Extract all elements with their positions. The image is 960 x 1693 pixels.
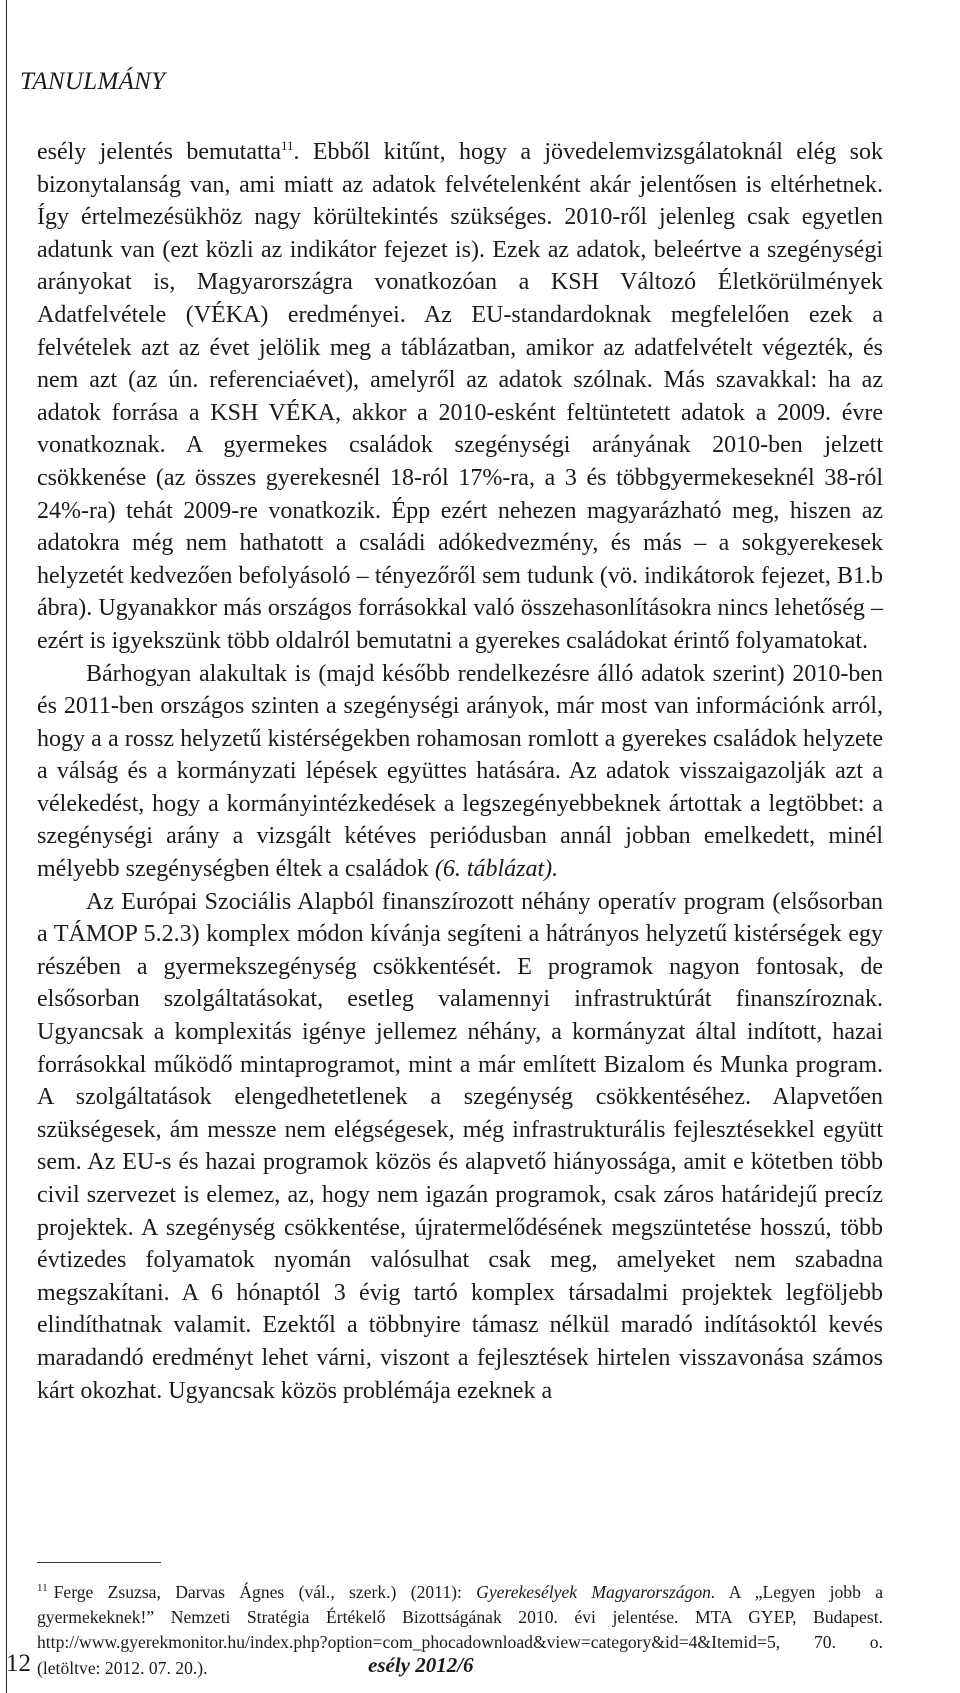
article-body [37,136,883,1407]
paragraph-1-text: . Ebből kitűnt, hogy a jövedelemvizsgálatoknál elég sok bizonytalanság van, ami miatt az adatok felvételenként akár jelentősen is eltérhetnek. Így értelmezésükhöz nagy körültekintés szükséges. 2010-ről jelenleg csak egyetlen adatunk van (ezt közli az indikátor fejezet is). Ezek az adatok, beleértve a szegénységi arányokat is, Magyarországra vonatkozóan a KSH Változó Életkörülmények Adatfelvétele (VÉKA) eredményei. Az EU-standardoknak megfelelően ezek a felvételek azt az évet jelölik meg a táblázatban, amikor az adatfelvételt végezték, és nem azt (az ún. referenciaévet), amelyről az adatok szólnak. Más szavakkal: ha az adatok forrása a KSH VÉKA, akkor a 2010-esként feltüntetett adatok a 2009. évre vonatkoznak. A gyermekes családok szegénységi arányának 2010-ben jelzett csökkenése (az összes gyerekesnél 18-ról 17%-ra, a 3 és többgyermekeseknél 38-ról 24%-ra) tehát 2009-re vonatkozik. Épp ezért nehezen magyarázható meg, hiszen az adatokra még nem hathatott a családi adókedvezmény, és más – a sokgyerekesek helyzetét kedvezően befolyásoló – tényezőről sem tudunk (vö. indikátorok fejezet, B1.b ábra). Ugyanakkor más országos forrásokkal való összehasonlításokra nincs lehetőség – ezért is igyekszünk több oldalról bemutatni a gyerekes családokat érintő folyamatokat. [37,139,883,654]
paragraph-3 [37,886,883,1408]
paragraph-3-text: Az Európai Szociális Alapból finanszírozott néhány operatív program (elsősorban a TÁMOP 5.2.3) komplex módon kívánja segíteni a hátrányos helyzetű kistérségek egy részében a gyermekszegénység csökkentését. E programok nagyon fontosak, de elsősorban szolgáltatásokat, esetleg valamennyi infrastruktúrát finanszíroznak. Ugyancsak a komplexitás igénye jellemez néhány, a kormányzat által indított, hazai forrásokkal működő mintaprogramot, mint a már említett Bizalom és Munka program. A szolgáltatások elengedhetetlenek a szegénység csökkentéséhez. Alapvetően szükségesek, ám messze nem elégségesek, még infrastrukturális fejlesztésekkel együtt sem. Az EU-s és hazai programok közös és alapvető hiányossága, amit e kötetben több civil szervezet is elemez, az, hogy nem igazán programok, csak záros határidejű precíz projektek. A szegénység csökkentése, újratermelődésének megszüntetése hosszú, több évtizedes folyamatok nyomán valósulhat csak meg, amelyeket nem szabadna megszakítani. A 6 hónaptól 3 évig tartó komplex társadalmi projektek legföljebb elindíthatnak valamit. Ezektől a többnyire támasz nélkül maradó indításoktól kevés maradandó eredményt lehet várni, viszont a fejlesztések hirtelen visszavonása számos kárt okozhat. Ugyancsak közös problémája ezeknek a [37,888,883,1404]
paragraph-1 [37,136,883,658]
page-number: 12 [6,1650,31,1677]
paragraph-1-start: esély jelentés bemutatta [37,139,281,165]
footnote-reference[interactable]: 11 [280,138,294,153]
footnote-book-title: Gyerekesélyek Magyarországon. [476,1582,716,1602]
footnote-details: A „Legyen jobb a gyermekeknek!” Nemzeti Stratégia Értékelő Bizottságának 2010. évi jelentése. MTA GYEP, Budapest. http://www.gyerekmonitor.hu/index.php?option=com_phocadownload&view=category&id=4&Itemid=5, 70. o. (letöltve: 2012. 07. 20.). [37,1582,884,1678]
paragraph-2-text: Bárhogyan alakultak is (majd később rendelkezésre álló adatok szerint) 2010-ben és 2011-ben országos szinten a szegénységi arányok, már most van információnk arról, hogy a a rossz helyzetű kistérségekben rohamosan romlott a gyerekes családok helyzete a válság és a kormányzati lépések együttes hatására. Az adatok visszaigazolják azt a vélekedést, hogy a kormányintézkedések a legszegényebbeknek ártottak a legtöbbet: a szegénységi arány a vizsgált kétéves periódusban annál jobban emelkedett, minél mélyebb szegénységben éltek a családok [37,660,883,883]
footnote-authors: Ferge Zsuzsa, Darvas Ágnes (vál., szerk.) (2011): [53,1582,477,1602]
footnote-separator [37,1562,161,1563]
running-head: TANULMÁNY [20,68,166,95]
paragraph-2 [37,658,883,886]
table-reference: (6. táblázat). [434,856,559,883]
journal-title: esély 2012/6 [368,1653,474,1677]
page-margin-rule [6,0,7,1693]
footnote-marker: 11 [37,1582,48,1595]
